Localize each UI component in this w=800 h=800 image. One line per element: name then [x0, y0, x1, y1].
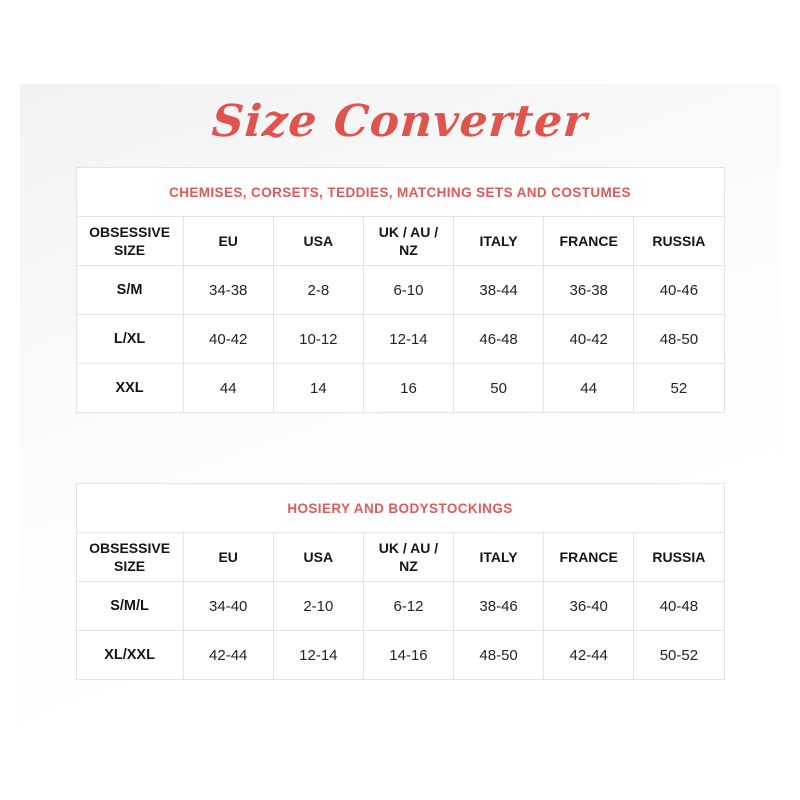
size-table-chemises	[76, 167, 725, 413]
row-label: S/M/L	[76, 582, 183, 631]
column-header-eu: EU	[183, 533, 273, 582]
column-header-uk-au-nz: UK / AU / NZ	[363, 533, 453, 582]
table-cell: 16	[363, 364, 453, 413]
table-cell: 38-46	[454, 582, 544, 631]
table-cell: 42-44	[183, 631, 273, 680]
table-row	[76, 364, 724, 413]
table-cell: 6-10	[363, 266, 453, 315]
table-cell: 40-42	[183, 315, 273, 364]
row-label: L/XL	[76, 315, 183, 364]
table-row	[76, 315, 724, 364]
row-label: S/M	[76, 266, 183, 315]
table-row	[76, 631, 724, 680]
table-cell: 2-8	[273, 266, 363, 315]
table-cell: 50	[454, 364, 544, 413]
table-title-row	[76, 168, 724, 217]
column-header-france: FRANCE	[544, 533, 634, 582]
table-cell: 38-44	[454, 266, 544, 315]
column-header-usa: USA	[273, 533, 363, 582]
table-cell: 12-14	[363, 315, 453, 364]
size-table-hosiery	[76, 483, 725, 680]
page-title: Size Converter	[210, 96, 590, 147]
row-label: XL/XXL	[76, 631, 183, 680]
table-cell: 40-48	[634, 582, 724, 631]
table-cell: 34-38	[183, 266, 273, 315]
table-cell: 6-12	[363, 582, 453, 631]
table-cell: 14-16	[363, 631, 453, 680]
content-panel	[20, 84, 780, 756]
table-title: CHEMISES, CORSETS, TEDDIES, MATCHING SETS AND COSTUMES	[76, 168, 724, 217]
column-header-obsessive-size: OBSESSIVE SIZE	[76, 217, 183, 266]
table-cell: 46-48	[454, 315, 544, 364]
column-header-usa: USA	[273, 217, 363, 266]
table-cell: 48-50	[454, 631, 544, 680]
table-title-row	[76, 484, 724, 533]
table-cell: 34-40	[183, 582, 273, 631]
column-header-uk-au-nz: UK / AU / NZ	[363, 217, 453, 266]
table-title: HOSIERY AND BODYSTOCKINGS	[76, 484, 724, 533]
table-cell: 52	[634, 364, 724, 413]
table-cell: 36-40	[544, 582, 634, 631]
table-cell: 12-14	[273, 631, 363, 680]
column-header-france: FRANCE	[544, 217, 634, 266]
column-header-russia: RUSSIA	[634, 217, 724, 266]
table-cell: 40-42	[544, 315, 634, 364]
table-cell: 48-50	[634, 315, 724, 364]
table-cell: 14	[273, 364, 363, 413]
table-cell: 50-52	[634, 631, 724, 680]
column-header-row	[76, 217, 724, 266]
table-cell: 42-44	[544, 631, 634, 680]
column-header-eu: EU	[183, 217, 273, 266]
table-row	[76, 266, 724, 315]
row-label: XXL	[76, 364, 183, 413]
column-header-italy: ITALY	[454, 533, 544, 582]
table-cell: 44	[544, 364, 634, 413]
table-row	[76, 582, 724, 631]
table-cell: 44	[183, 364, 273, 413]
column-header-russia: RUSSIA	[634, 533, 724, 582]
table-cell: 36-38	[544, 266, 634, 315]
column-header-obsessive-size: OBSESSIVE SIZE	[76, 533, 183, 582]
table-cell: 10-12	[273, 315, 363, 364]
table-cell: 40-46	[634, 266, 724, 315]
column-header-row	[76, 533, 724, 582]
table-cell: 2-10	[273, 582, 363, 631]
column-header-italy: ITALY	[454, 217, 544, 266]
